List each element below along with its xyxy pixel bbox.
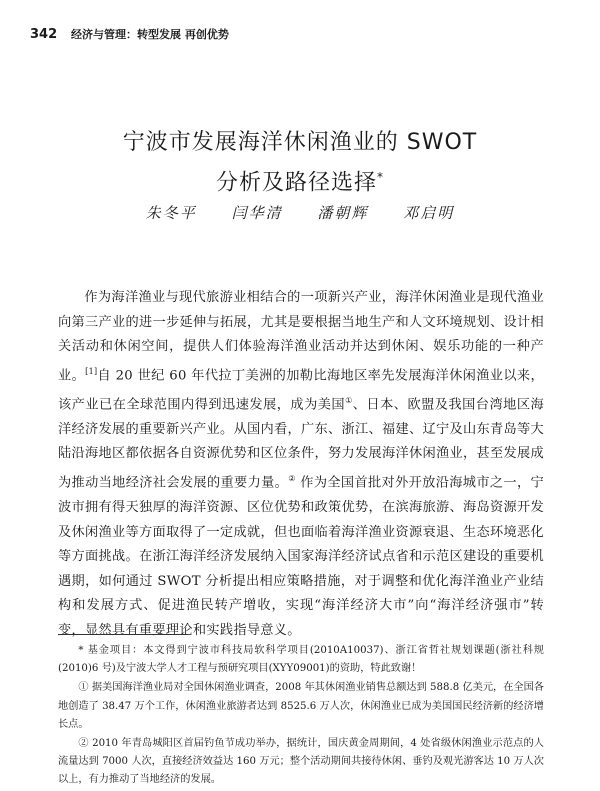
author-list: [0, 202, 600, 223]
funding-mark: *: [377, 170, 384, 184]
body-part-2: 自 20 世纪 60 年代拉丁美洲的加勒比海地区率先发展海洋休闲渔业以来，该产业已在全球范围内得到迅速发展，成为美国: [58, 368, 544, 413]
body-part-1: 作为海洋渔业与现代旅游业相结合的一项新兴产业，海洋休闲渔业是现代渔业向第三产业的进一步延伸与拓展，尤其是要根据当地生产和人文环境规划、设计相关活动和休闲空间，提供人们体验海洋渔业活动并达到休闲、娱乐功能的一种产业。: [58, 290, 544, 384]
footnote: ② 2010 年青岛城阳区首届钓鱼节成功举办，据统计，国庆黄金周期间，4 处省级休闲渔业示范点的人流量达到 7000 人次，直接经济效益达 160 万元；整个活动期间共接待休闲、垂钓及观光游客达 10 万人次以上，有力推动了当地经济的发展。: [58, 738, 544, 786]
body-paragraph: [58, 286, 544, 643]
title-line-2-text: 分析及路径选择: [215, 170, 377, 196]
author: 闫华清: [231, 204, 283, 222]
author: 朱冬平: [145, 204, 197, 222]
footnotes: [58, 642, 544, 791]
citation-ref: [1]: [85, 366, 98, 376]
body-part-4: 作为全国首批对外开放沿海城市之一，宁波市拥有得天独厚的海洋资源、区位优势和政策优势，在滨海旅游、海岛资源开发及休闲渔业等方面取得了一定成就，但也面临着海洋渔业资源衰退、生态环境恶化等方面挑战。在浙江海洋经济发展纳入国家海洋经济试点省和示范区建设的重要机遇期，如何通过 SWOT 分析提出相应策略措施，对于调整和优化海洋渔业产业结构和发展方式、促进渔民转产增收，实现“海洋经济大市”向“海洋经济强市”转变，显然具有重要理论和实践指导意义。: [58, 475, 544, 638]
author: 潘朝辉: [317, 204, 369, 222]
footnote-ref: ②: [288, 473, 296, 483]
footnote-ref: ①: [345, 395, 353, 405]
running-header: [30, 26, 229, 42]
footnote: * 基金项目：本文得到宁波市科技局软科学项目(2010A10037)、浙江省哲社规划课题(浙社科规(2010)6 号)及宁波大学人才工程与预研究项目(XYY09001)的资助，特此致谢！: [58, 645, 544, 675]
journal-section: 经济与管理：转型发展 再创优势: [70, 28, 229, 41]
footnote-divider: [58, 634, 188, 635]
title-line-1: 宁波市发展海洋休闲渔业的 SWOT: [122, 130, 478, 155]
page-number: 342: [30, 27, 58, 42]
article-title: [0, 126, 600, 200]
author: 邓启明: [403, 204, 455, 222]
title-line-2: [0, 160, 600, 200]
footnote: ① 据美国海洋渔业局对全国休闲渔业调查，2008 年其休闲渔业销售总额达到 588.8 亿美元，在全国各地创造了 38.47 万个工作，休闲渔业旅游者达到 8525.6 万人次，休闲渔业已成为美国国民经济新的经济增长点。: [58, 682, 544, 730]
body-part-3: 、日本、欧盟及我国台湾地区海洋经济发展的重要新兴产业。从国内看，广东、浙江、福建、辽宁及山东青岛等大陆沿海地区都依据各自资源优势和区位条件，努力发展海洋休闲渔业，甚至发展成为推动当地经济社会发展的重要力量。: [58, 397, 544, 491]
body-text: [58, 286, 544, 643]
